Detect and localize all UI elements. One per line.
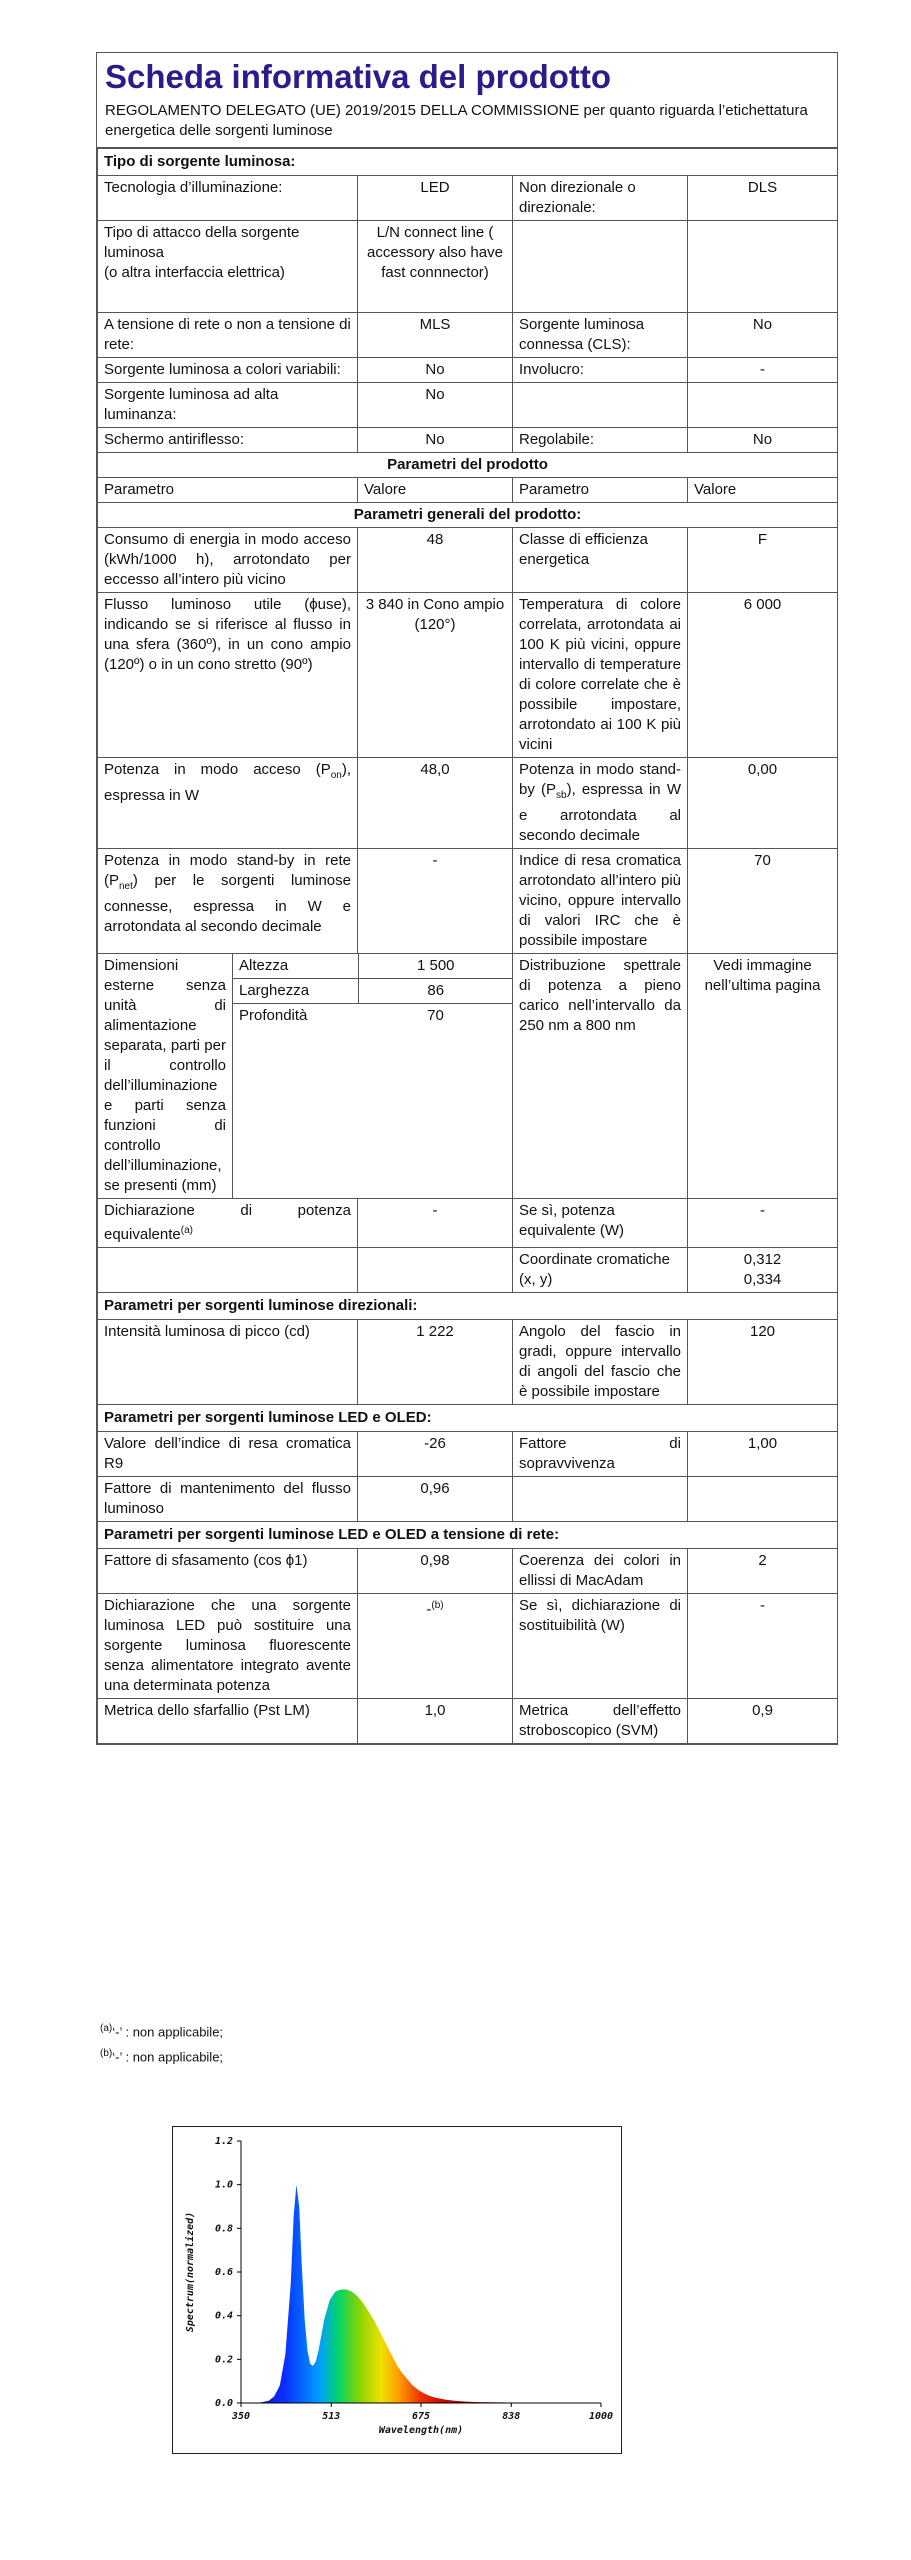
dim-label: Dimensioni esterne senza unità di alimentazione separata, parti per il controllo dell’illuminazione e parti senza funzioni di controllo dell’illuminazione, se presenti (mm): [98, 954, 233, 1199]
larghezza-label: Larghezza: [233, 979, 358, 1004]
page-title: Scheda informativa del prodotto: [105, 58, 612, 95]
sfarf-value: 1,0: [358, 1699, 513, 1744]
r9-label: Valore dell’indice di resa cromatica R9: [98, 1432, 358, 1477]
chart-plot-area: [184, 2136, 613, 2436]
section-product-params: Parametri del prodotto: [98, 453, 838, 478]
footnote-b-sup: (b): [100, 2048, 113, 2060]
tecnologia-value: LED: [358, 176, 513, 221]
footnote-a-sup: (a): [100, 2023, 113, 2034]
section-general-params: Parametri generali del prodotto:: [98, 503, 838, 528]
header-valore-2: Valore: [688, 478, 838, 503]
pon-label-b: ), espressa in W: [104, 761, 351, 804]
sostw-value: -: [688, 1594, 838, 1699]
cls-label: Sorgente luminosa connessa (CLS):: [513, 313, 688, 358]
alta-value: No: [358, 383, 513, 428]
y-tick-label: 0.6: [214, 2267, 233, 2278]
indice-label: Indice di resa cromatica arrotondato all’intero più vicino, oppure intervallo di valori IRC che è possibile impostare: [513, 849, 688, 954]
empty-cell: [688, 1477, 838, 1522]
psb-value: 0,00: [688, 758, 838, 849]
intensita-label: Intensità luminosa di picco (cd): [98, 1320, 358, 1405]
rete-label: A tensione di rete o non a tensione di rete:: [98, 313, 358, 358]
dich-value: -: [358, 1199, 513, 1248]
classe-label: Classe di efficienza energetica: [513, 528, 688, 593]
pon-label: [98, 758, 358, 849]
attacco-label-cell: [98, 221, 358, 313]
y-tick-label: 1.2: [214, 2136, 233, 2147]
dich-label-text: Dichiarazione di potenza equivalente: [104, 1202, 351, 1243]
regolabile-label: Regolabile:: [513, 428, 688, 453]
empty-cell: [98, 1248, 358, 1293]
profondita-label: Profondità: [239, 1007, 308, 1024]
section-directional: Parametri per sorgenti luminose direzionali:: [98, 1293, 838, 1320]
x-axis-label: Wavelength(nm): [378, 2425, 464, 2436]
product-table: [97, 148, 838, 1744]
macadam-value: 2: [688, 1549, 838, 1594]
nondir-value: DLS: [688, 176, 838, 221]
altezza-label: Altezza: [233, 954, 358, 979]
pnet-label: [98, 849, 358, 954]
cls-value: No: [688, 313, 838, 358]
spectrum-chart-frame: [172, 2126, 622, 2454]
rete-value: MLS: [358, 313, 513, 358]
profondita-value: 70: [427, 1007, 444, 1024]
dich-sup: (a): [180, 1225, 193, 1236]
nondir-label: Non direzionale o direzionale:: [513, 176, 688, 221]
dim-subtable: [233, 954, 513, 1028]
product-info-sheet: [96, 52, 838, 1745]
y-axis-label: Spectrum(normalized): [185, 2211, 196, 2333]
tecnologia-label: Tecnologia d’illuminazione:: [98, 176, 358, 221]
empty-cell: [688, 221, 838, 313]
colori-label: Sorgente luminosa a colori variabili:: [98, 358, 358, 383]
regolabile-value: No: [688, 428, 838, 453]
y-tick-label: 1.0: [214, 2179, 233, 2191]
footnote-b: [100, 2043, 223, 2068]
r9-value: -26: [358, 1432, 513, 1477]
empty-cell: [513, 383, 688, 428]
pon-value: 48,0: [358, 758, 513, 849]
x-tick-label: 1000: [588, 2411, 614, 2422]
pnet-label-a: Potenza in modo stand-by in rete (P: [104, 852, 351, 889]
larghezza-value: 86: [358, 979, 513, 1004]
footnote-b-text: ‘-’ : non applicabile;: [112, 2049, 224, 2065]
section-light-source-type: Tipo di sorgente luminosa:: [98, 149, 838, 176]
mant-value: 0,96: [358, 1477, 513, 1522]
y-tick-label: 0.0: [214, 2398, 233, 2409]
flusso-value: 3 840 in Cono ampio (120°): [358, 593, 513, 758]
header-param-2: Parametro: [513, 478, 688, 503]
dich-label: [98, 1199, 358, 1248]
y-tick-label: 0.8: [214, 2223, 233, 2235]
coord-value: [688, 1248, 838, 1293]
soprav-value: 1,00: [688, 1432, 838, 1477]
sesi-label: Se sì, potenza equivalente (W): [513, 1199, 688, 1248]
sesi-value: -: [688, 1199, 838, 1248]
y-tick-label: 0.4: [214, 2310, 233, 2322]
indice-value: 70: [688, 849, 838, 954]
angolo-label: Angolo del fascio in gradi, oppure intervallo di angoli del fascio che è possibile impostare: [513, 1320, 688, 1405]
empty-cell: [513, 221, 688, 313]
strobo-label: Metrica dell’effetto stroboscopico (SVM): [513, 1699, 688, 1744]
psb-label-a: Potenza in modo stand-by (P: [519, 761, 681, 798]
psb-sub: sb: [556, 790, 567, 801]
consumo-value: 48: [358, 528, 513, 593]
attacco-label: Tipo di attacco della sorgente luminosa: [104, 224, 300, 261]
x-tick-label: 838: [502, 2411, 521, 2422]
section-led-oled-mains: Parametri per sorgenti luminose LED e OLED a tensione di rete:: [98, 1522, 838, 1549]
soprav-label: Fattore di sopravvivenza: [513, 1432, 688, 1477]
sost-sup: (b): [431, 1600, 444, 1611]
classe-value: F: [688, 528, 838, 593]
intensita-value: 1 222: [358, 1320, 513, 1405]
empty-cell: [513, 1477, 688, 1522]
header-valore: Valore: [358, 478, 513, 503]
sfarf-label: Metrica dello sfarfallio (Pst LM): [98, 1699, 358, 1744]
distrib-value: Vedi immagine nell’ultima pagina: [688, 954, 838, 1199]
consumo-label: Consumo di energia in modo acceso (kWh/1000 h), arrotondato per eccesso all’intero più vicino: [98, 528, 358, 593]
empty-cell: [688, 383, 838, 428]
sost-value: [358, 1594, 513, 1699]
coord-label: Coordinate cromatiche (x, y): [513, 1248, 688, 1293]
pnet-value: -: [358, 849, 513, 954]
schermo-value: No: [358, 428, 513, 453]
strobo-value: 0,9: [688, 1699, 838, 1744]
header-param: Parametro: [98, 478, 358, 503]
attacco-value: L/N connect line ( accessory also have fast connnector): [358, 221, 513, 313]
sost-value-text: -: [426, 1601, 432, 1618]
coord-y: 0,334: [743, 1271, 782, 1288]
spectrum-chart: [173, 2127, 621, 2453]
attacco-label-note: (o altra interfaccia elettrica): [104, 264, 285, 281]
temp-label: Temperatura di colore correlata, arrotondata ai 100 K più vicini, oppure intervallo di temperature di colore correlate che è possibile impostare, arrotondato ai 100 K più vicini: [513, 593, 688, 758]
y-tick-label: 0.2: [214, 2354, 233, 2366]
colori-value: No: [358, 358, 513, 383]
schermo-label: Schermo antiriflesso:: [98, 428, 358, 453]
psb-label-b: ), espressa in W e arrotondata al secondo decimale: [519, 781, 681, 844]
pon-sub: on: [330, 770, 342, 781]
pon-label-a: Potenza in modo acceso (P: [104, 761, 331, 778]
altezza-value: 1 500: [358, 954, 513, 979]
psb-label: [513, 758, 688, 849]
alta-label: Sorgente luminosa ad alta luminanza:: [98, 383, 358, 428]
footnote-a-text: ‘-’ : non applicabile;: [112, 2024, 224, 2040]
footnotes: [100, 2018, 223, 2069]
mant-label: Fattore di mantenimento del flusso luminoso: [98, 1477, 358, 1522]
involucro-value: -: [688, 358, 838, 383]
angolo-value: 120: [688, 1320, 838, 1405]
flusso-label: Flusso luminoso utile (ϕuse), indicando se si riferisce al flusso in una sfera (360º), in un cono ampio (120º) o in un cono stretto (90º): [98, 593, 358, 758]
spectrum-area: [258, 2185, 601, 2403]
sost-label: Dichiarazione che una sorgente luminosa LED può sostituire una sorgente luminosa fluorescente senza alimentatore integrato avente una determinata potenza: [98, 1594, 358, 1699]
x-tick-label: 513: [322, 2411, 341, 2422]
page-subtitle: REGOLAMENTO DELEGATO (UE) 2019/2015 DELLA COMMISSIONE per quanto riguarda l’etichettatura energetica delle sorgenti luminose: [97, 97, 837, 148]
pnet-sub: net: [119, 881, 133, 892]
x-tick-label: 350: [231, 2411, 251, 2422]
temp-value: 6 000: [688, 593, 838, 758]
macadam-label: Coerenza dei colori in ellissi di MacAdam: [513, 1549, 688, 1594]
involucro-label: Involucro:: [513, 358, 688, 383]
section-led-oled: Parametri per sorgenti luminose LED e OLED:: [98, 1405, 838, 1432]
coord-x: 0,312: [743, 1251, 782, 1268]
dim-subtable-cell: [233, 954, 513, 1199]
empty-cell: [358, 1248, 513, 1293]
x-tick-label: 675: [411, 2411, 431, 2422]
pnet-label-b: ) per le sorgenti luminose connesse, espressa in W e arrotondata al secondo decimale: [104, 872, 351, 935]
sfas-label: Fattore di sfasamento (cos ϕ1): [98, 1549, 358, 1594]
distrib-label: Distribuzione spettrale di potenza a pieno carico nell’intervallo da 250 nm a 800 nm: [513, 954, 688, 1199]
sfas-value: 0,98: [358, 1549, 513, 1594]
footnote-a: [100, 2018, 223, 2043]
sostw-label: Se sì, dichiarazione di sostituibilità (W): [513, 1594, 688, 1699]
